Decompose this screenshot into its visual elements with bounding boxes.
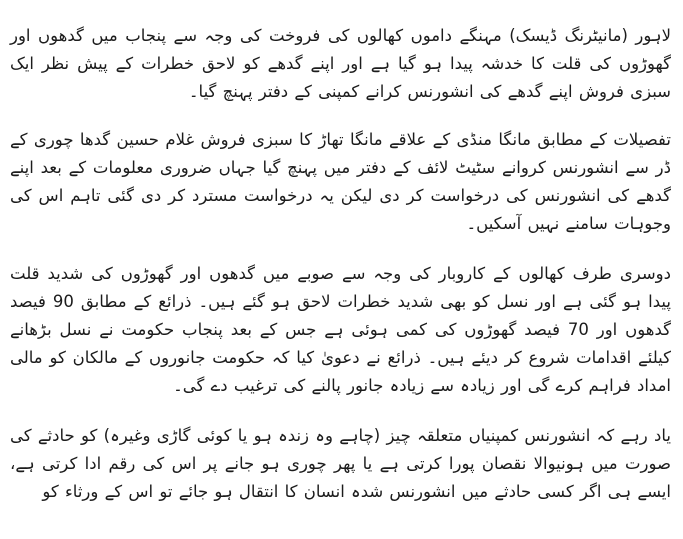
article-paragraph-1: لاہور (مانیٹرنگ ڈیسک) مہنگے داموں کھالوں کی فروخت کی وجہ سے پنجاب میں گدھوں اور گھوڑوں کی قلت کا خدشہ پیدا ہو گیا ہے اور اپنے گدھے کو لاحق خطرات کے پیش نظر ایک سبزی فروش اپنے گدھے کی انشورنس کرانے کمپنی کے دفتر پہنچ گیا۔ — [10, 26, 671, 101]
article-paragraph-2: تفصیلات کے مطابق مانگا منڈی کے علاقے مانگا تھاڑ کا سبزی فروش غلام حسین گدھا چوری کے ڈر سے انشورنس کروانے سٹیٹ لائف کے دفتر میں پہنچ گیا جہاں ضروری معلومات کے بعد اپنے گدھے کی انشورنس کی درخواست کر دی لیکن یہ درخواست مسترد کر دی گئی تاہم اس کی وجوہات سامنے نہیں آسکیں۔ — [10, 130, 671, 233]
article-paragraph-3: دوسری طرف کھالوں کے کاروبار کی وجہ سے صوبے میں گدھوں اور گھوڑوں کی شدید قلت پیدا ہو گئی ہے اور نسل کو بھی شدید خطرات لاحق ہو گئے ہیں۔ ذرائع کے مطابق 90 فیصد گدھوں اور 70 فیصد گھوڑوں کی کمی ہوئی ہے جس کے بعد پنجاب حکومت نے نسل بڑھانے کیلئے اقدامات شروع کر دیئے ہیں۔ ذرائع نے دعویٰ کیا کہ حکومت جانوروں کے مالکان کو مالی امداد فراہم کرے گی اور زیادہ سے زیادہ جانور پالنے کی ترغیب دے گی۔ — [10, 264, 671, 395]
article-body — [10, 22, 671, 506]
article-paragraph-4: یاد رہے کہ انشورنس کمپنیاں متعلقہ چیز (چاہے وہ زندہ ہو یا کوئی گاڑی وغیرہ) کو حادثے کی صورت میں ہونیوالا نقصان پورا کرتی ہے یا پھر چوری ہو جانے پر اس کی رقم ادا کرتی ہے، ایسے ہی اگر کسی حادثے میں انشورنس شدہ انسان کا انتقال ہو جائے تو اس کے ورثاء کو — [10, 426, 671, 501]
